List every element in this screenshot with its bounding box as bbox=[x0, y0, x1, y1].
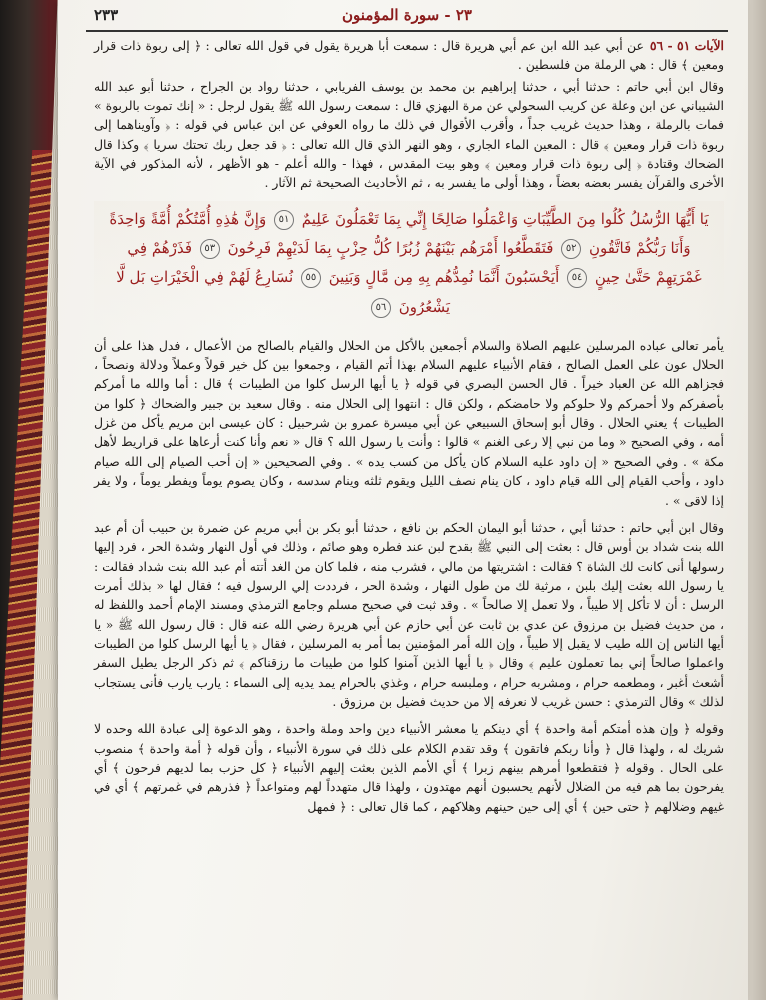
verse-marker: ٥٢ bbox=[561, 239, 581, 259]
header-divider bbox=[86, 30, 728, 32]
paragraph: وقوله ﴿ وإن هذه أمتكم أمة واحدة ﴾ أي دينكم يا معشر الأنبياء دين واحد وملة واحدة ، وهو الدعوة إلى عبادة الله وحده لا شريك له ، ولهذا قال ﴿ وأنا ربكم فاتقون ﴾ وقد تقدم الكلام على ذلك في سورة الأنبياء ، وأن قوله ﴿ أمة واحدة ﴾ منصوب على الحال . وقوله ﴿ فتقطعوا أمرهم بينهم زبرا ﴾ أي الأمم الذين بعثت إليهم الأنبياء ﴿ كل حزب بما لديهم فرحون ﴾ أي يفرحون بما هم فيه من الضلال لأنهم يحسبون أنهم مهتدون ، ولهذا قال متهدداً لهم ومتواعداً ﴿ فذرهم في غمرتهم ﴾ أي في غيهم وضلالهم ﴿ حتى حين ﴾ أي إلى حين حينهم وهلاكهم ، كما قال تعالى : ﴿ فمهل bbox=[94, 721, 724, 814]
verse-text: يَا أَيُّهَا الرُّسُلُ كُلُوا مِنَ الطَّيِّبَاتِ وَاعْمَلُوا صَالِحًا إِنِّي بِمَا تَعْمَلُونَ عَلِيمٌ bbox=[301, 209, 709, 228]
verse-marker: ٥٦ bbox=[371, 298, 391, 318]
quran-verses bbox=[94, 201, 724, 326]
paragraph-text: عن أبي عبد الله ابن عم أبي هريرة قال : سمعت أبا هريرة يقول في قول الله تعالى : ﴿ إلى ربوة ذات قرار ومعين ﴾ قال : هي الرملة من فلسطين . bbox=[94, 38, 724, 73]
verse-text: فَذَرْهُمْ فِي غَمْرَتِهِمْ حَتَّىٰ حِينٍ bbox=[127, 239, 702, 287]
verse-marker: ٥١ bbox=[274, 210, 294, 230]
verse-marker: ٥٤ bbox=[567, 268, 587, 288]
verse-text: فَتَقَطَّعُوا أَمْرَهُم بَيْنَهُمْ زُبُرًا كُلُّ حِزْبٍ بِمَا لَدَيْهِمْ فَرِحُونَ bbox=[227, 239, 554, 257]
paragraph: يأمر تعالى عباده المرسلين عليهم الصلاة والسلام أجمعين بالأكل من الحلال والقيام بالصالح من الأعمال ، فدل هذا على أن الحلال عون على العمل الصالح ، فقام الأنبياء عليهم السلام بهذا أتم القيام ، وجمعوا بين كل خير قولاً وعملاً ودلالة ونصحاً ، فجزاهم الله عن العباد خيراً . قال الحسن البصري في قوله ﴿ يا أيها الرسل كلوا من الطيبات ﴾ قال : أما والله ما أمركم بأصفركم ولا أحمركم ولا حلوكم ولا حامضكم ، ولكن قال : انتهوا إلى الحلال منه . وقال سعيد بن جبير والضحاك ﴿ كلوا من الطيبات ﴾ يعني الحلال . وقال أبو إسحاق السبيعي عن أبي ميسرة عمرو بن شرحبيل : كان عيسى ابن مريم يأكل من غزل أمه ، وفي الصحيح « وما من نبي إلا رعى الغنم » قالوا : وأنت يا رسول الله ؟ قال « نعم وأنا كنت أرعاها على قراريط لأهل مكة » . وفي الصحيح « إن داود عليه السلام كان يأكل من كسب يده » . وفي الصحيحين « إن أحب الصيام إلى الله صيام داود ، وأحب القيام إلى الله قيام داود ، كان ينام نصف الليل ويقوم ثلثه وينام سدسه ، وكان يصوم يوماً ويفطر يوماً ، ولا يفر إذا لاقى » . bbox=[94, 337, 724, 508]
paragraph bbox=[94, 36, 724, 75]
verse-text: نُسَارِعُ لَهُمْ فِي الْخَيْرَاتِ بَل لَّا يَشْعُرُونَ bbox=[116, 268, 451, 316]
sura-title: ٢٣ - سورة المؤمنون bbox=[342, 6, 472, 24]
page-content bbox=[94, 36, 724, 818]
paragraph: وقال ابن أبي حاتم : حدثنا أبي ، حدثنا إبراهيم بن محمد بن يوسف الفريابي ، حدثنا رواد بن الجراح ، حدثنا أبو عبد الله الشيباني عن ابن وعلة عن كريب السحولي عن مرة البهزي قال : سمعت رسول الله ﷺ يقول لرجل : « إنك تموت بالربوة » فمات بالرملة ، وهذا حديث غريب جداً ، وأقرب الأقوال في ذلك ما رواه العوفي عن ابن عباس في قوله : ﴿ وآويناهما إلى ربوة ذات قرار ومعين ﴾ قال : المعين الماء الجاري ، وهو النهر الذي قال الله تعالى : ﴿ قد جعل ربك تحتك سريا ﴾ وكذا قال الضحاك وقتادة ﴿ إلى ربوة ذات قرار ومعين ﴾ وهو بيت المقدس ، فهذا - والله أعلم - هو الأظهر ، لأنه المذكور في الآية الأخرى والقرآن يفسر بعضه بعضاً ، وهذا أولى ما يفسر به ، ثم الأحاديث الصحيحة ثم الآثار . bbox=[94, 78, 724, 191]
verse-marker: ٥٥ bbox=[301, 268, 321, 288]
paragraph: وقال ابن أبي حاتم : حدثنا أبي ، حدثنا أبو اليمان الحكم بن نافع ، حدثنا أبو بكر بن أبي مريم عن ضمرة بن حبيب أن أم عبد الله بنت شداد بن أوس قال : بعثت إلى النبي ﷺ بقدح لبن عند فطره وهو صائم ، وذلك في أول النهار وشدة الحر ، فرد إليها رسولها أنى كانت لك الشاة ؟ فقالت : اشتريتها من مالي ، فشرب منه ، فلما كان من الغد أتته أم عبد الله بنت شداد فقالت : يا رسول الله بعثت إليك بلبن ، مرثية لك من طول النهار ، وشدة الحر ، فرددت إلي الرسول فيه ؛ فقال لها « بذلك أمرت الرسل : أن لا تأكل إلا طيباً ، ولا تعمل إلا صالحاً » . وقد ثبت في صحيح مسلم وجامع الترمذي ومسند الإمام أحمد واللفظ له ، من حديث فضيل بن مرزوق عن عدي بن ثابت عن أبي حازم عن أبي هريرة رضي الله عنه قال : قال رسول الله ﷺ « يا أيها الناس إن الله طيب لا يقبل إلا طيباً ، وإن الله أمر المؤمنين بما أمر به المرسلين ، فقال ﴿ يا أيها الرسل كلوا من الطيبات واعملوا صالحاً إني بما تعملون عليم ﴾ وقال ﴿ يا أيها الذين آمنوا كلوا من طيبات ما رزقناكم ﴾ ثم ذكر الرجل يطيل السفر أشعث أغبر ، ومطعمه حرام ، ومشربه حرام ، وملبسه حرام ، وغذي بالحرام يمد يديه إلى السماء : يارب يارب فأنى يستجاب لذلك » وقال الترمذي : حسن غريب لا نعرفه إلا من حديث فضيل بن مرزوق . bbox=[94, 519, 724, 709]
verse-text: وَإِنَّ هَٰذِهِ أُمَّتُكُمْ أُمَّةً وَاحِدَةً وَأَنَا رَبُّكُمْ فَاتَّقُونِ bbox=[109, 209, 691, 257]
verse-marker: ٥٣ bbox=[200, 239, 220, 259]
page-header bbox=[86, 4, 728, 28]
ayat-reference: الآيات ٥١ - ٥٦ bbox=[649, 38, 724, 53]
page-number: ٢٣٣ bbox=[94, 6, 119, 24]
verse-text: أَيَحْسَبُونَ أَنَّمَا نُمِدُّهُم بِهِ مِن مَّالٍ وَبَنِينَ bbox=[328, 268, 560, 287]
book-page bbox=[58, 0, 748, 1000]
